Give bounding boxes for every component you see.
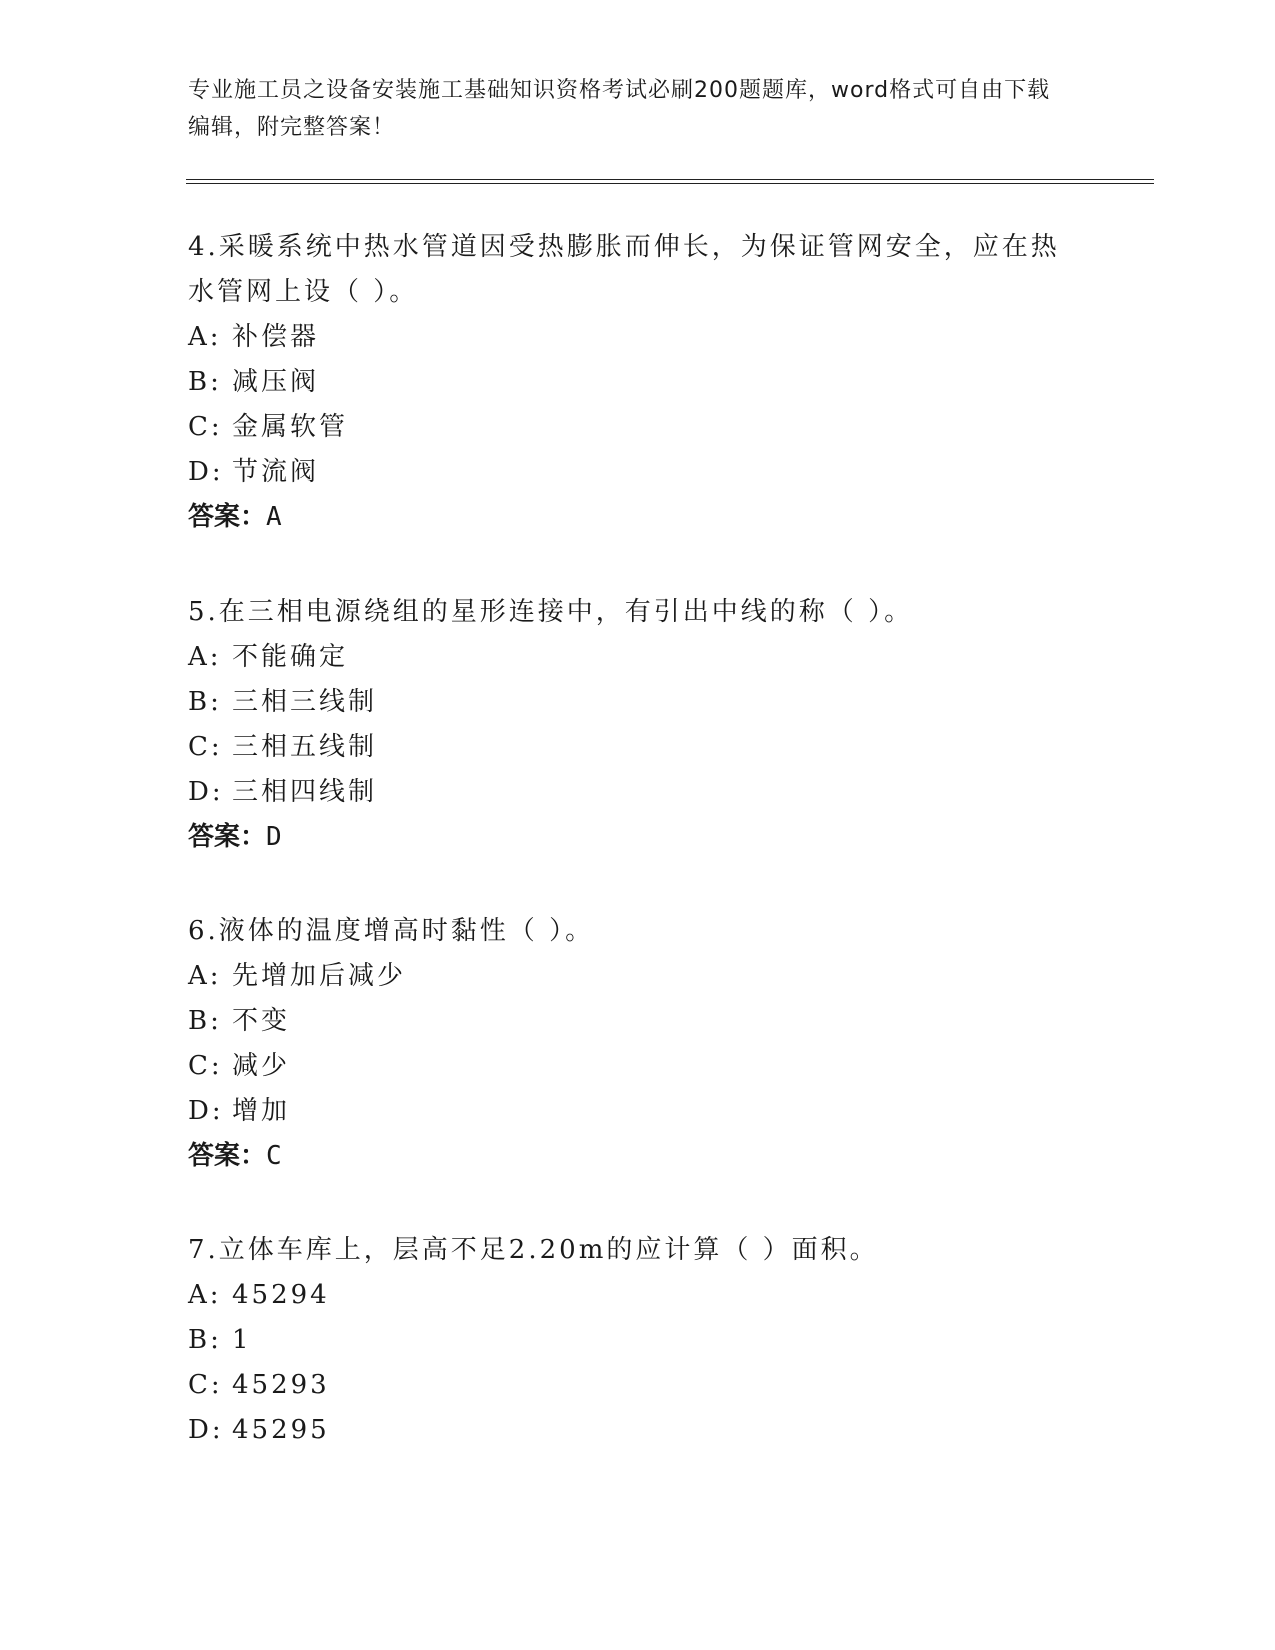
option-text: 不变 [232, 1006, 291, 1036]
option-a [188, 954, 1068, 999]
question-5 [188, 590, 1068, 860]
answer-line [188, 1134, 1068, 1179]
question-stem: 6.液体的温度增高时黏性（ ）。 [188, 916, 595, 946]
option-b [188, 1318, 1068, 1363]
option-text: 三相四线制 [232, 777, 378, 807]
option-text: 不能确定 [232, 642, 349, 672]
answer-line [188, 495, 1068, 540]
option-d [188, 1408, 1068, 1453]
option-letter: B: [188, 367, 222, 397]
header-divider [186, 179, 1154, 180]
option-d [188, 450, 1068, 495]
question-7 [188, 1228, 1068, 1453]
question-stem: 5.在三相电源绕组的星形连接中，有引出中线的称（ ）。 [188, 597, 914, 627]
option-b [188, 680, 1068, 725]
question-stem: 7.立体车库上，层高不足2.20m的应计算（ ）面积。 [188, 1235, 879, 1265]
answer-value: C [266, 1141, 282, 1171]
option-text: 减少 [232, 1051, 291, 1081]
option-c [188, 725, 1068, 770]
option-letter: A: [188, 1280, 222, 1310]
option-text: 减压阀 [232, 367, 320, 397]
option-text: 1 [232, 1325, 252, 1355]
answer-value: D [266, 822, 282, 852]
option-d [188, 770, 1068, 815]
option-text: 先增加后减少 [232, 961, 407, 991]
option-letter: B: [188, 1006, 222, 1036]
option-text: 节流阀 [232, 457, 320, 487]
option-text: 增加 [232, 1096, 291, 1126]
option-letter: B: [188, 687, 222, 717]
option-letter: C: [188, 1051, 223, 1081]
option-letter: C: [188, 1370, 223, 1400]
question-stem: 4.采暖系统中热水管道因受热膨胀而伸长，为保证管网安全，应在热水管网上设（ ）。 [188, 232, 1060, 307]
option-letter: D: [188, 777, 224, 807]
option-text: 补偿器 [232, 322, 320, 352]
option-a [188, 635, 1068, 680]
answer-label: 答案： [188, 502, 267, 532]
option-a [188, 315, 1068, 360]
answer-value: A [266, 502, 282, 532]
answer-label: 答案： [188, 822, 267, 852]
option-letter: C: [188, 732, 223, 762]
option-letter: A: [188, 961, 222, 991]
option-text: 金属软管 [232, 412, 349, 442]
answer-label: 答案： [188, 1141, 267, 1171]
option-b [188, 360, 1068, 405]
option-c [188, 405, 1068, 450]
option-d [188, 1089, 1068, 1134]
option-c [188, 1044, 1068, 1089]
option-text: 45293 [232, 1370, 330, 1400]
option-letter: D: [188, 457, 224, 487]
option-letter: C: [188, 412, 223, 442]
option-a [188, 1273, 1068, 1318]
option-letter: D: [188, 1415, 224, 1445]
question-4 [188, 225, 1068, 540]
option-text: 三相五线制 [232, 732, 378, 762]
question-6 [188, 909, 1068, 1179]
option-c [188, 1363, 1068, 1408]
option-text: 45295 [232, 1415, 330, 1445]
answer-line [188, 815, 1068, 860]
option-letter: D: [188, 1096, 224, 1126]
option-b [188, 999, 1068, 1044]
document-header: 专业施工员之设备安装施工基础知识资格考试必刷200题题库，word格式可自由下载编辑，附完整答案！ [188, 78, 1051, 140]
option-text: 三相三线制 [232, 687, 378, 717]
option-letter: B: [188, 1325, 222, 1355]
option-letter: A: [188, 642, 222, 672]
option-letter: A: [188, 322, 222, 352]
option-text: 45294 [232, 1280, 330, 1310]
